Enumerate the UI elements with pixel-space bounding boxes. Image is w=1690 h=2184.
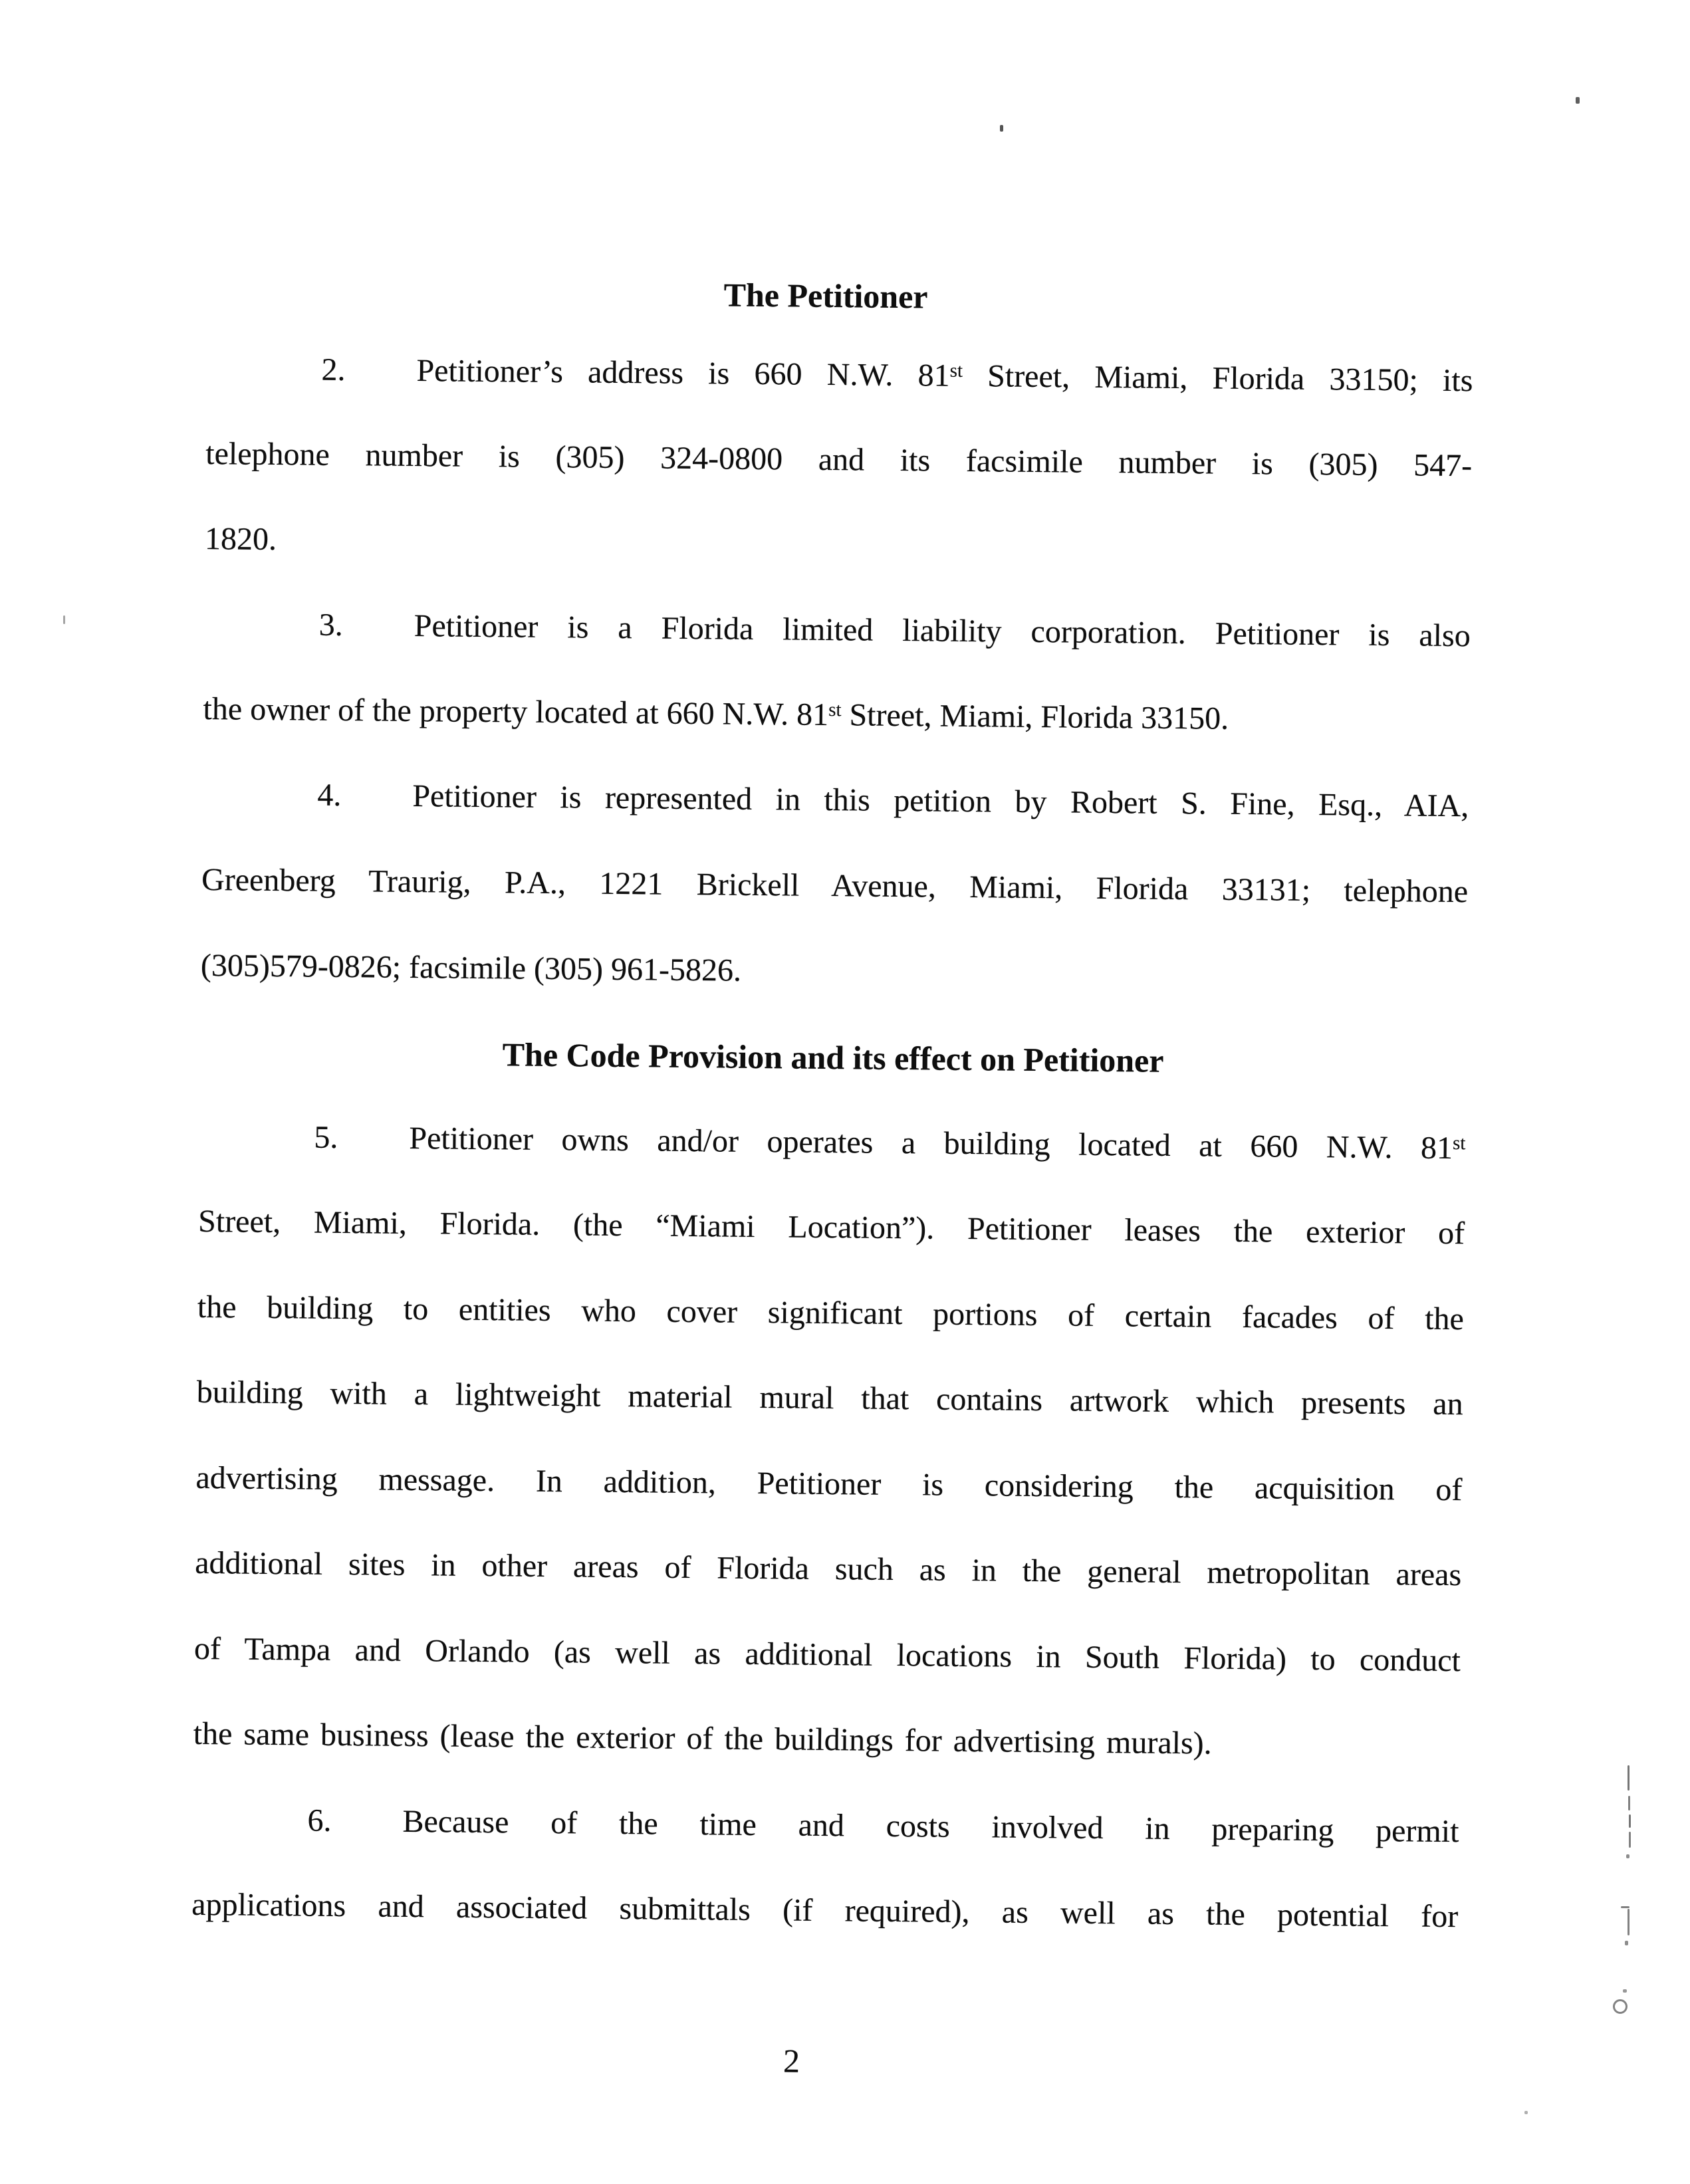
scan-artifact bbox=[1524, 2111, 1528, 2114]
scan-artifact bbox=[1629, 1814, 1631, 1828]
paragraph-5-line-1-text: Petitioner owns and/or operates a building located at 660 N.W. 81 bbox=[409, 1120, 1453, 1166]
paragraph-5-line-8: the same business (lease the exterior of the buildings for advertising murals). bbox=[193, 1715, 1212, 1761]
scan-artifact bbox=[1613, 1999, 1628, 2014]
scan-artifact bbox=[1625, 1941, 1628, 1945]
paragraph-2-line-1 bbox=[206, 348, 1473, 401]
section-heading-petitioner: The Petitioner bbox=[723, 276, 928, 316]
paragraph-4-number: 4. bbox=[317, 777, 342, 813]
paragraph-5-line-7: of Tampa and Orlando (as well as additional locations in South Florida) to conduct bbox=[193, 1630, 1461, 1679]
paragraph-4-line-1 bbox=[202, 774, 1469, 827]
paragraph-3-line-2-text: the owner of the property located at 660 N.W. 81 bbox=[203, 691, 829, 732]
paragraph-3-line-2 bbox=[203, 689, 1470, 742]
paragraph-6-number: 6. bbox=[307, 1802, 332, 1838]
paragraph-3-line-1 bbox=[204, 603, 1471, 657]
scan-artifact bbox=[1628, 1909, 1630, 1935]
paragraph-2-number: 2. bbox=[321, 352, 346, 387]
paragraph-6-line-1-text: Because of the time and costs involved in preparing permit bbox=[402, 1803, 1459, 1850]
page-number: 2 bbox=[783, 2042, 800, 2080]
paragraph-6-line-1 bbox=[192, 1799, 1459, 1852]
paragraph-5-line-6: additional sites in other areas of Florida such as in the general metropolitan areas bbox=[194, 1545, 1462, 1593]
paragraph-4-line-3: (305)579-0826; facsimile (305) 961-5826. bbox=[200, 947, 742, 988]
paragraph-4-line-2: Greenberg Traurig, P.A., 1221 Brickell Avenue, Miami, Florida 33131; telephone bbox=[201, 861, 1469, 910]
paragraph-5-line-1 bbox=[199, 1116, 1466, 1169]
section-heading-code-provision: The Code Provision and its effect on Petitioner bbox=[502, 1036, 1164, 1079]
superscript-st: st bbox=[949, 360, 963, 382]
scan-artifact bbox=[1629, 1832, 1631, 1848]
page-content bbox=[189, 265, 1474, 2151]
scan-artifact bbox=[1621, 1906, 1630, 1908]
scan-artifact bbox=[1576, 97, 1580, 104]
scan-artifact bbox=[1628, 1796, 1630, 1810]
scan-artifact bbox=[1626, 1854, 1630, 1858]
paragraph-5-line-4: building with a lightweight material mural that contains artwork which presents an bbox=[196, 1374, 1463, 1422]
paragraph-3-line-2-rest: Street, Miami, Florida 33150. bbox=[841, 697, 1229, 736]
paragraph-2-line-1-text: Petitioner’s address is 660 N.W. 81 bbox=[416, 353, 950, 393]
paragraph-2-line-1-rest: Street, Miami, Florida 33150; its bbox=[962, 358, 1473, 399]
scan-artifact bbox=[1623, 1989, 1627, 1993]
paragraph-5-line-2: Street, Miami, Florida. (the “Miami Location”). Petitioner leases the exterior of bbox=[197, 1203, 1465, 1252]
superscript-st: st bbox=[828, 699, 842, 721]
paragraph-2-line-3: 1820. bbox=[204, 520, 277, 558]
paragraph-5-number: 5. bbox=[314, 1119, 338, 1155]
paragraph-6-line-2: applications and associated submittals (if required), as well as the potential for bbox=[191, 1886, 1459, 1935]
scan-artifact bbox=[1000, 125, 1003, 132]
paragraph-3-line-1-text: Petitioner is a Florida limited liability corporation. Petitioner is also bbox=[414, 608, 1471, 654]
paragraph-4-line-1-text: Petitioner is represented in this petition by Robert S. Fine, Esq., AIA, bbox=[412, 778, 1469, 824]
paragraph-3-number: 3. bbox=[318, 607, 344, 643]
superscript-st: st bbox=[1452, 1133, 1466, 1154]
paragraph-2-line-2: telephone number is (305) 324-0800 and its facsimile number is (305) 547- bbox=[205, 435, 1473, 484]
scan-artifact bbox=[1628, 1765, 1630, 1791]
paragraph-5-line-5: advertising message. In addition, Petitioner is considering the acquisition of bbox=[195, 1460, 1463, 1508]
scan-artifact bbox=[63, 615, 65, 624]
paragraph-5-line-3: the building to entities who cover significant portions of certain facades of the bbox=[197, 1289, 1465, 1337]
